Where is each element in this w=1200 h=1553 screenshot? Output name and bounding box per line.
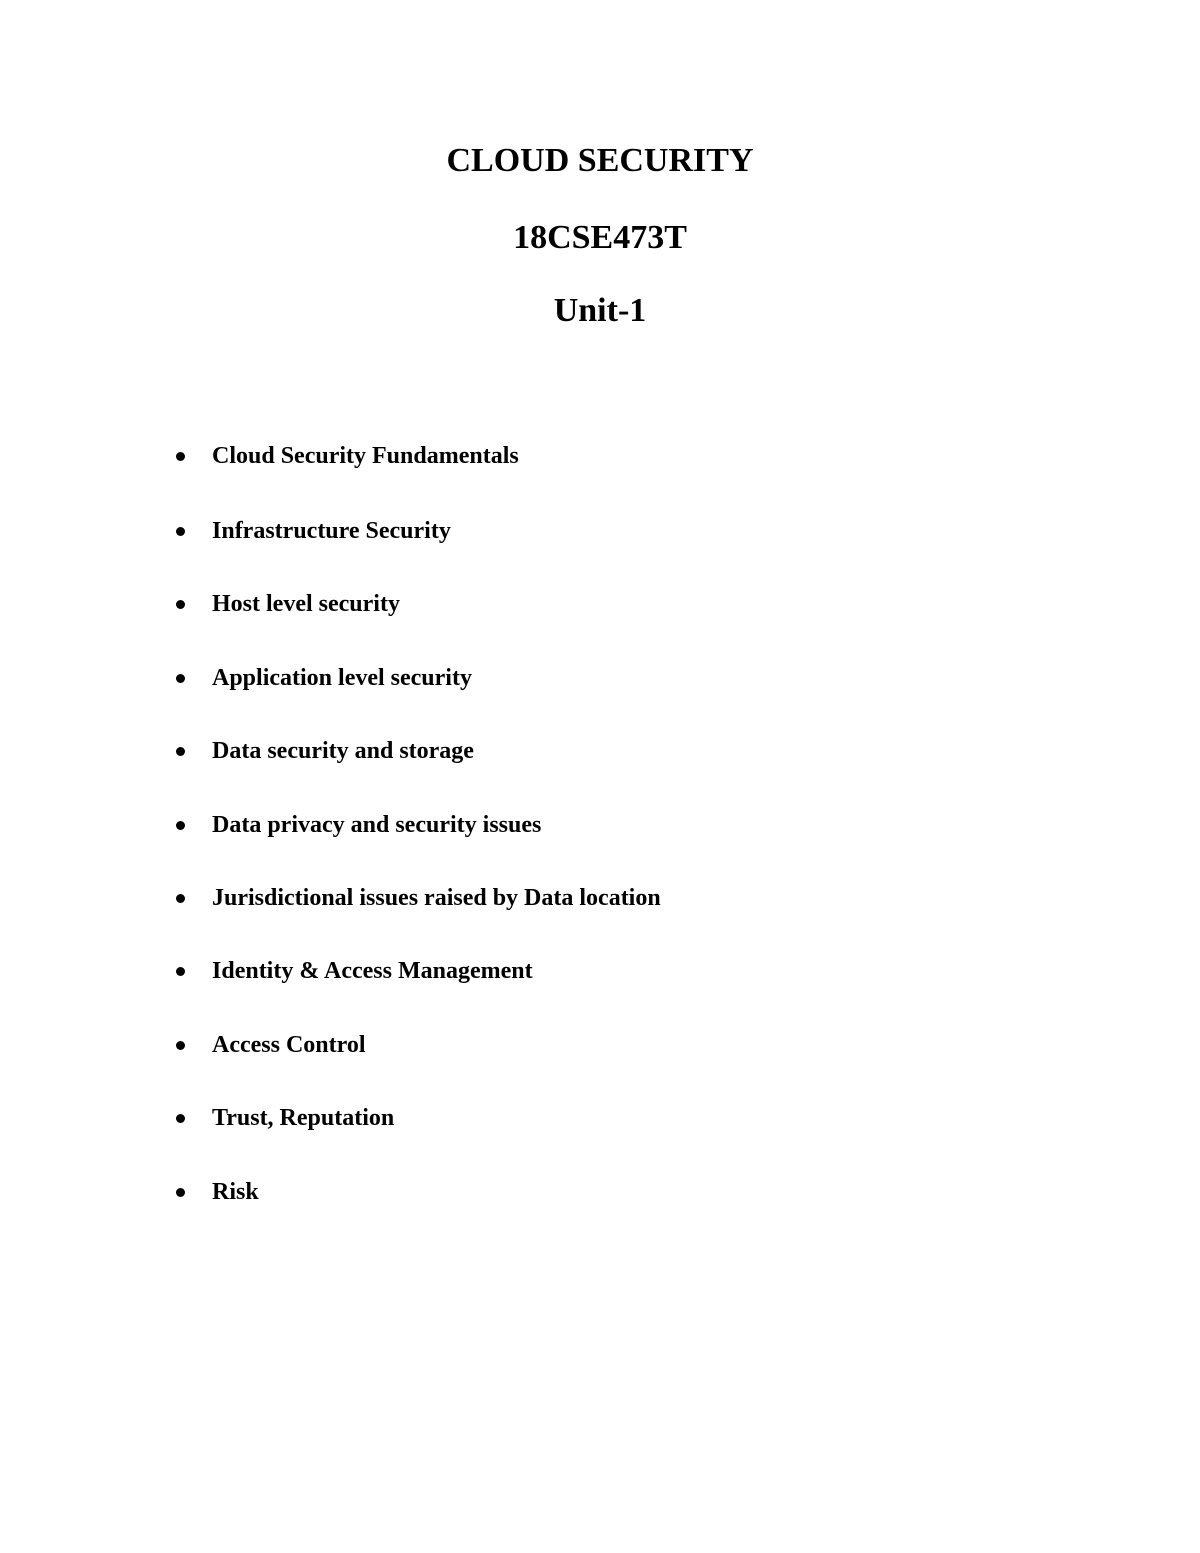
bullet-icon	[176, 527, 185, 536]
list-item	[176, 808, 541, 842]
list-item	[176, 587, 400, 621]
bullet-icon	[176, 894, 185, 903]
list-item	[176, 954, 533, 988]
bullet-icon	[176, 674, 185, 683]
bullet-icon	[176, 747, 185, 756]
list-item	[176, 514, 451, 548]
list-item	[176, 1175, 259, 1209]
topic-label: Trust, Reputation	[212, 1105, 395, 1131]
list-item	[176, 734, 474, 768]
unit-label: Unit-1	[553, 292, 647, 329]
list-item	[176, 1028, 366, 1062]
document-title: CLOUD SECURITY	[446, 142, 754, 179]
bullet-icon	[176, 1114, 185, 1123]
bullet-icon	[176, 967, 185, 976]
bullet-icon	[176, 452, 185, 461]
topic-label: Data privacy and security issues	[212, 812, 542, 838]
topic-label: Infrastructure Security	[212, 518, 451, 544]
bullet-icon	[176, 821, 185, 830]
list-item	[176, 439, 519, 473]
topic-label: Jurisdictional issues raised by Data location	[212, 885, 661, 911]
list-item	[176, 881, 661, 915]
topic-label: Cloud Security Fundamentals	[212, 443, 519, 469]
bullet-icon	[176, 1188, 185, 1197]
bullet-icon	[176, 1041, 185, 1050]
topic-label: Application level security	[212, 665, 472, 691]
list-item	[176, 661, 472, 695]
course-code: 18CSE473T	[513, 219, 687, 256]
topic-label: Risk	[212, 1179, 259, 1205]
list-item	[176, 1101, 394, 1135]
topic-label: Host level security	[212, 591, 400, 617]
topic-label: Access Control	[212, 1032, 366, 1058]
bullet-icon	[176, 600, 185, 609]
topic-label: Identity & Access Management	[212, 958, 533, 984]
topic-label: Data security and storage	[212, 738, 474, 764]
